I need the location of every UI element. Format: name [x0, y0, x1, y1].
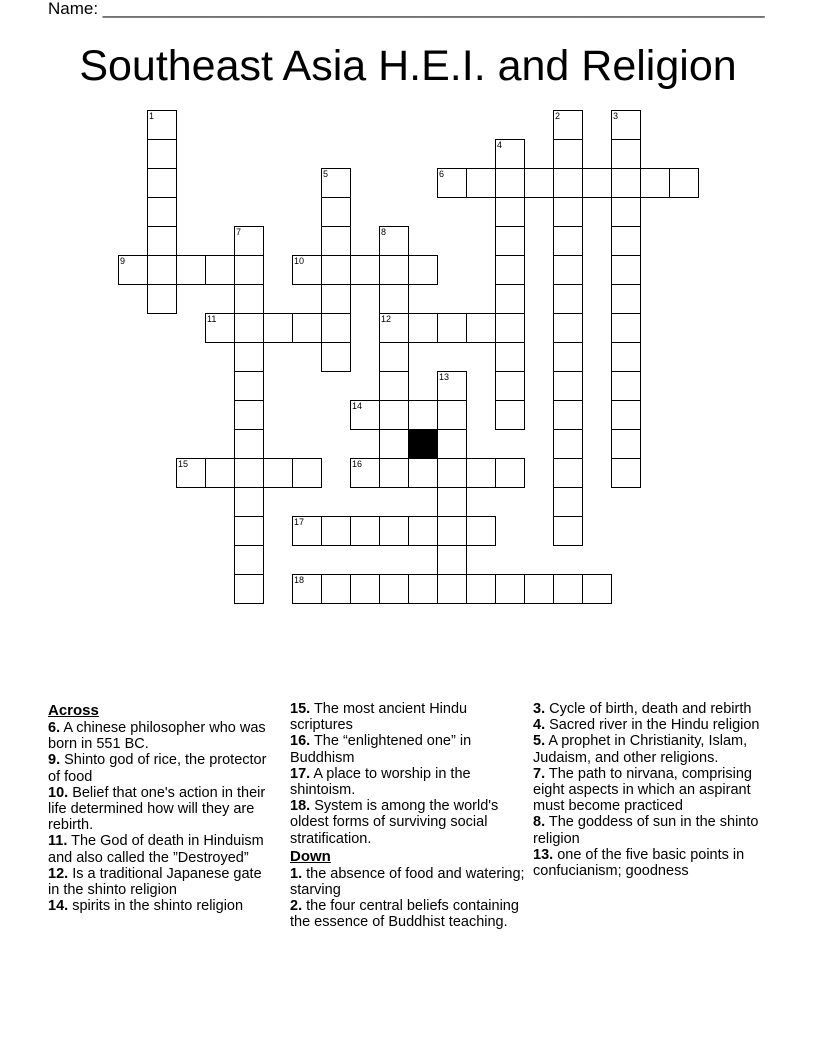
crossword-cell[interactable]: [292, 458, 322, 488]
clues-column-1: [48, 701, 276, 914]
clue-text: The most ancient Hindu scriptures: [290, 701, 468, 734]
crossword-cell[interactable]: [379, 574, 409, 604]
crossword-cell[interactable]: [379, 284, 409, 314]
clue-text: A prophet in Christianity, Islam, Judaism, and other religions.: [533, 733, 748, 766]
clue-number: 8.: [533, 814, 546, 831]
crossword-cell[interactable]: [582, 168, 612, 198]
crossword-cell[interactable]: [553, 284, 583, 314]
clue-number: 13.: [533, 846, 554, 863]
clue-number: 18.: [290, 798, 311, 815]
clue-text: The goddess of sun in the shinto religion: [533, 814, 759, 847]
crossword-cell[interactable]: [147, 255, 177, 285]
crossword-cell[interactable]: [205, 458, 235, 488]
crossword-cell[interactable]: [176, 458, 206, 488]
crossword-cell[interactable]: [147, 284, 177, 314]
crossword-cell[interactable]: [437, 168, 467, 198]
crossword-cell[interactable]: [495, 342, 525, 372]
crossword-cell[interactable]: [321, 168, 351, 198]
crossword-cell[interactable]: [147, 226, 177, 256]
crossword-cell[interactable]: [408, 574, 438, 604]
crossword-cell[interactable]: [379, 400, 409, 430]
crossword-cell[interactable]: [234, 255, 264, 285]
crossword-cell[interactable]: [437, 545, 467, 575]
clue-text: Belief that one's action in their life determined how will they are rebirth.: [48, 784, 266, 834]
cell-number: 5: [323, 169, 329, 179]
crossword-cell[interactable]: [553, 226, 583, 256]
crossword-cell[interactable]: [408, 516, 438, 546]
crossword-cell[interactable]: [379, 342, 409, 372]
cell-number: 8: [381, 227, 387, 237]
crossword-cell[interactable]: [234, 342, 264, 372]
crossword-cell[interactable]: [321, 516, 351, 546]
crossword-cell[interactable]: [234, 313, 264, 343]
crossword-cell[interactable]: [321, 313, 351, 343]
crossword-cell[interactable]: [379, 313, 409, 343]
crossword-cell[interactable]: [495, 313, 525, 343]
crossword-cell[interactable]: [408, 458, 438, 488]
clue-number: 11.: [48, 833, 68, 850]
crossword-cell[interactable]: [118, 255, 148, 285]
crossword-cell[interactable]: [234, 226, 264, 256]
crossword-cell[interactable]: [292, 255, 322, 285]
crossword-cell[interactable]: [495, 458, 525, 488]
crossword-cell[interactable]: [234, 400, 264, 430]
crossword-cell[interactable]: [611, 371, 641, 401]
crossword-cell[interactable]: [408, 255, 438, 285]
crossword-cell[interactable]: [234, 429, 264, 459]
clue-number: 10.: [48, 784, 69, 801]
clues-column-2: [290, 701, 526, 931]
crossword-cell[interactable]: [176, 255, 206, 285]
crossword-cell[interactable]: [553, 255, 583, 285]
crossword-cell[interactable]: [553, 139, 583, 169]
clue-number: 5.: [533, 733, 546, 750]
crossword-cell[interactable]: [611, 284, 641, 314]
crossword-cell[interactable]: [466, 313, 496, 343]
clue-across-18: [290, 798, 526, 847]
cell-number: 1: [149, 111, 155, 121]
clue-number: 16.: [290, 733, 311, 750]
clue-number: 3.: [533, 701, 546, 717]
crossword-cell[interactable]: [350, 458, 380, 488]
cell-number: 4: [497, 140, 503, 150]
clue-number: 14.: [48, 898, 69, 915]
clue-down-1: [290, 866, 526, 898]
crossword-cell[interactable]: [321, 574, 351, 604]
clue-number: 7.: [533, 765, 546, 782]
crossword-cell[interactable]: [205, 255, 235, 285]
clue-text: the four central beliefs containing the essence of Buddhist teaching.: [290, 898, 519, 931]
crossword-cell[interactable]: [234, 574, 264, 604]
crossword-cell[interactable]: [321, 342, 351, 372]
clue-down-2: [290, 898, 526, 930]
clue-text: spirits in the shinto religion: [68, 898, 244, 915]
crossword-cell[interactable]: [321, 284, 351, 314]
crossword-cell[interactable]: [495, 284, 525, 314]
crossword-cell[interactable]: [611, 342, 641, 372]
crossword-cell[interactable]: [437, 574, 467, 604]
clue-down-4: [533, 717, 773, 733]
crossword-cell[interactable]: [582, 574, 612, 604]
crossword-cell[interactable]: [611, 110, 641, 140]
crossword-cell[interactable]: [437, 516, 467, 546]
crossword-cell[interactable]: [611, 139, 641, 169]
crossword-cell[interactable]: [234, 284, 264, 314]
clue-text: one of the five basic points in confucianism; goodness: [533, 846, 745, 880]
crossword-cell[interactable]: [466, 516, 496, 546]
crossword-cell[interactable]: [553, 110, 583, 140]
cell-number: 15: [178, 459, 189, 469]
crossword-cell[interactable]: [553, 429, 583, 459]
crossword-cell[interactable]: [495, 226, 525, 256]
crossword-cell[interactable]: [437, 429, 467, 459]
crossword-cell[interactable]: [495, 255, 525, 285]
crossword-cell[interactable]: [147, 110, 177, 140]
clues-column-3: [533, 701, 773, 879]
cell-number: 9: [120, 256, 126, 266]
crossword-cell[interactable]: [466, 458, 496, 488]
crossword-cell[interactable]: [553, 371, 583, 401]
crossword-cell[interactable]: [611, 255, 641, 285]
clue-down-5: [533, 733, 773, 765]
crossword-cell[interactable]: [350, 400, 380, 430]
clue-number: 9.: [48, 752, 61, 769]
crossword-cell[interactable]: [611, 226, 641, 256]
crossword-cell[interactable]: [234, 545, 264, 575]
crossword-cell[interactable]: [292, 574, 322, 604]
crossword-cell[interactable]: [495, 574, 525, 604]
black-square: [408, 429, 438, 459]
crossword-cell[interactable]: [234, 516, 264, 546]
crossword-cell[interactable]: [408, 400, 438, 430]
clue-text: The God of death in Hinduism and also called the ”Destroyed”: [48, 833, 264, 866]
crossword-cell[interactable]: [524, 168, 554, 198]
crossword-cell[interactable]: [292, 313, 322, 343]
crossword-cell[interactable]: [321, 255, 351, 285]
crossword-cell[interactable]: [147, 197, 177, 227]
clue-across-12: [48, 866, 276, 898]
clue-across-6: [48, 720, 276, 752]
cell-number: 13: [439, 372, 450, 382]
crossword-cell[interactable]: [263, 313, 293, 343]
crossword-cell[interactable]: [495, 400, 525, 430]
cell-number: 14: [352, 401, 363, 411]
crossword-cell[interactable]: [350, 255, 380, 285]
crossword-cell[interactable]: [553, 487, 583, 517]
clue-across-9: [48, 752, 276, 784]
crossword-cell[interactable]: [234, 487, 264, 517]
crossword-cell[interactable]: [524, 574, 554, 604]
crossword-cell[interactable]: [495, 371, 525, 401]
clue-text: System is among the world's oldest forms of surviving social stratification.: [290, 798, 499, 847]
crossword-cell[interactable]: [350, 574, 380, 604]
crossword-cell[interactable]: [350, 516, 380, 546]
crossword-cell[interactable]: [611, 458, 641, 488]
cell-number: 11: [207, 314, 217, 324]
crossword-cell[interactable]: [669, 168, 699, 198]
crossword-cell[interactable]: [466, 574, 496, 604]
cell-number: 10: [294, 256, 305, 266]
crossword-cell[interactable]: [611, 313, 641, 343]
cell-number: 2: [555, 111, 561, 121]
crossword-cell[interactable]: [234, 458, 264, 488]
crossword-cell[interactable]: [321, 197, 351, 227]
clue-text: The “enlightened one” in Buddhism: [290, 733, 472, 766]
crossword-cell[interactable]: [466, 168, 496, 198]
cell-number: 18: [294, 575, 305, 585]
clue-across-16: [290, 733, 526, 765]
clue-across-15: [290, 701, 526, 733]
crossword-cell[interactable]: [205, 313, 235, 343]
crossword-cell[interactable]: [437, 313, 467, 343]
crossword-cell[interactable]: [495, 139, 525, 169]
clue-text: A chinese philosopher who was born in 551 BC.: [48, 720, 266, 753]
clue-down-8: [533, 814, 773, 846]
clue-number: 12.: [48, 865, 69, 882]
clue-down-7: [533, 766, 773, 815]
clue-down-13: [533, 847, 773, 879]
page-title: Southeast Asia H.E.I. and Religion: [79, 42, 737, 90]
across-heading: Across: [48, 702, 99, 719]
crossword-cell[interactable]: [437, 487, 467, 517]
crossword-cell[interactable]: [611, 429, 641, 459]
crossword-cell[interactable]: [437, 458, 467, 488]
crossword-cell[interactable]: [379, 516, 409, 546]
crossword-cell[interactable]: [263, 458, 293, 488]
crossword-cell[interactable]: [234, 371, 264, 401]
down-heading: Down: [290, 847, 331, 865]
cell-number: 12: [381, 314, 392, 324]
clue-text: A place to worship in the shintoism.: [290, 765, 471, 799]
clue-across-17: [290, 766, 526, 798]
clue-text: the absence of food and watering; starving: [290, 865, 525, 899]
crossword-cell[interactable]: [495, 197, 525, 227]
crossword-cell[interactable]: [379, 255, 409, 285]
crossword-cell[interactable]: [379, 371, 409, 401]
crossword-cell[interactable]: [321, 226, 351, 256]
clue-across-14: [48, 898, 276, 914]
clue-down-3: [533, 701, 773, 717]
clue-text: The path to nirvana, comprising eight aspects in which an aspirant must become practiced: [533, 765, 752, 815]
crossword-cell[interactable]: [611, 197, 641, 227]
clue-text: Sacred river in the Hindu religion: [545, 717, 760, 734]
crossword-cell[interactable]: [611, 168, 641, 198]
clue-number: 4.: [533, 717, 546, 734]
crossword-cell[interactable]: [553, 458, 583, 488]
crossword-cell[interactable]: [611, 400, 641, 430]
clue-number: 15.: [290, 701, 311, 717]
crossword-cell[interactable]: [379, 458, 409, 488]
crossword-cell[interactable]: [379, 226, 409, 256]
crossword-cell[interactable]: [437, 371, 467, 401]
name-field-label: Name: ______________________________________________________________________: [48, 0, 765, 18]
crossword-cell[interactable]: [553, 516, 583, 546]
crossword-cell[interactable]: [495, 168, 525, 198]
clue-across-10: [48, 785, 276, 834]
clue-text: Shinto god of rice, the protector of food: [48, 752, 267, 785]
cell-number: 16: [352, 459, 363, 469]
cell-number: 17: [294, 517, 305, 527]
clue-text: Is a traditional Japanese gate in the shinto religion: [48, 865, 262, 899]
crossword-cell[interactable]: [553, 313, 583, 343]
crossword-cell[interactable]: [437, 400, 467, 430]
cell-number: 6: [439, 169, 445, 179]
crossword-cell[interactable]: [553, 400, 583, 430]
clue-across-11: [48, 833, 276, 865]
crossword-cell[interactable]: [147, 168, 177, 198]
clue-number: 17.: [290, 765, 311, 782]
clue-number: 1.: [290, 865, 303, 882]
crossword-cell[interactable]: [408, 313, 438, 343]
cell-number: 7: [236, 227, 242, 237]
crossword-cell[interactable]: [147, 139, 177, 169]
clue-number: 6.: [48, 720, 61, 736]
crossword-cell[interactable]: [553, 168, 583, 198]
crossword-cell[interactable]: [553, 197, 583, 227]
crossword-cell[interactable]: [553, 342, 583, 372]
clue-number: 2.: [290, 898, 303, 915]
clue-text: Cycle of birth, death and rebirth: [545, 701, 752, 717]
crossword-cell[interactable]: [640, 168, 670, 198]
crossword-cell[interactable]: [553, 574, 583, 604]
crossword-cell[interactable]: [379, 429, 409, 459]
cell-number: 3: [613, 111, 619, 121]
crossword-cell[interactable]: [292, 516, 322, 546]
